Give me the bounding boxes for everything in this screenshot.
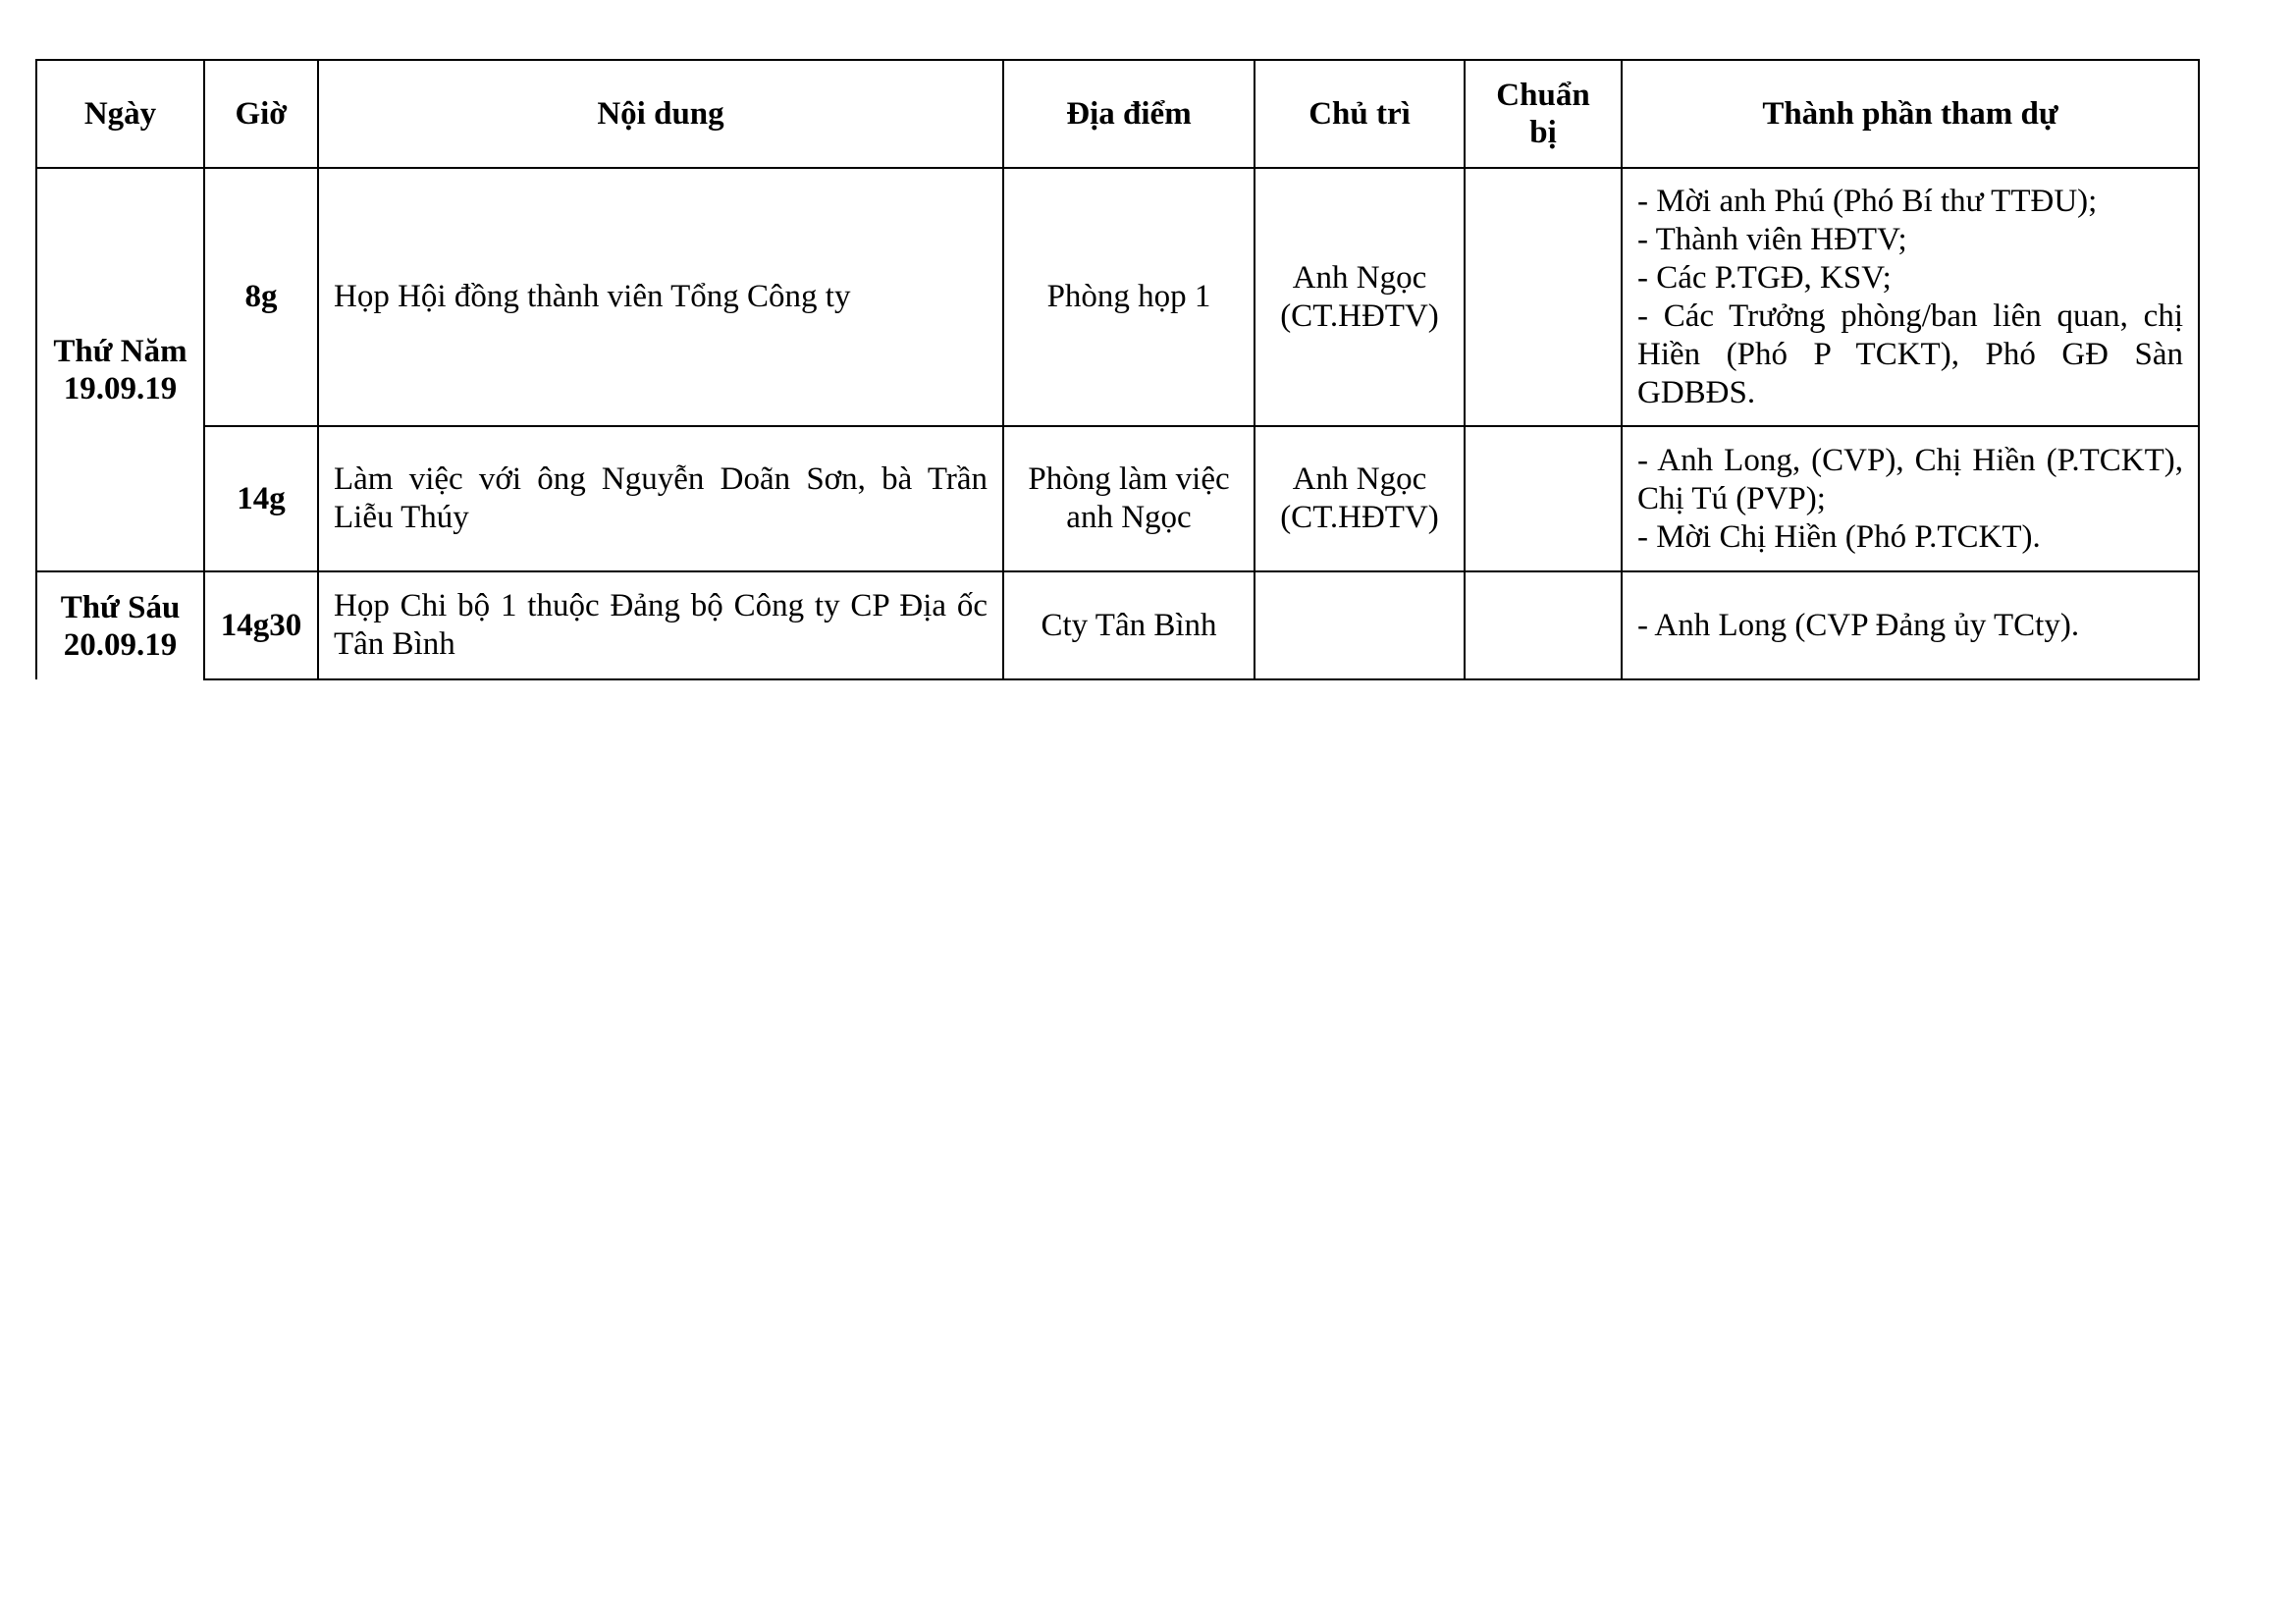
attendee-line: - Anh Long, (CVP), Chị Hiền (P.TCKT), Chị Tú (PVP);	[1637, 442, 2183, 516]
table-row	[36, 168, 2199, 426]
place-line: anh Ngọc	[1066, 500, 1192, 535]
day-cell-thursday	[36, 168, 204, 571]
chair-name: Anh Ngọc	[1292, 461, 1427, 497]
attendee-line: - Các Trưởng phòng/ban liên quan, chị Hiền (Phó P TCKT), Phó GĐ Sàn GDBĐS.	[1637, 298, 2183, 410]
place-line: Phòng làm việc	[1028, 461, 1230, 497]
attendee-line: - Anh Long (CVP Đảng ủy TCty).	[1637, 607, 2080, 643]
chair-cell	[1255, 571, 1465, 679]
place-cell: Cty Tân Bình	[1003, 571, 1255, 679]
chair-title: (CT.HĐTV)	[1280, 298, 1439, 334]
chair-cell	[1255, 426, 1465, 571]
attendee-line: - Thành viên HĐTV;	[1637, 221, 1907, 257]
chair-name: Anh Ngọc	[1292, 259, 1427, 296]
table-row	[36, 426, 2199, 571]
header-time: Giờ	[204, 60, 318, 168]
header-prep-line1: Chuẩn	[1496, 78, 1590, 113]
header-content: Nội dung	[318, 60, 1003, 168]
attendees-cell	[1622, 168, 2199, 426]
header-attendees: Thành phần tham dự	[1622, 60, 2199, 168]
content-cell: Họp Chi bộ 1 thuộc Đảng bộ Công ty CP Địa ốc Tân Bình	[318, 571, 1003, 679]
time-cell: 14g	[204, 426, 318, 571]
header-row	[36, 60, 2199, 168]
time-cell: 8g	[204, 168, 318, 426]
table-row	[36, 571, 2199, 679]
content-cell: Họp Hội đồng thành viên Tổng Công ty	[318, 168, 1003, 426]
attendee-line: - Mời anh Phú (Phó Bí thư TTĐU);	[1637, 183, 2098, 219]
schedule-table	[35, 59, 2200, 680]
place-cell	[1003, 426, 1255, 571]
header-chair: Chủ trì	[1255, 60, 1465, 168]
header-place: Địa điểm	[1003, 60, 1255, 168]
prep-cell	[1465, 168, 1622, 426]
header-day: Ngày	[36, 60, 204, 168]
content-cell: Làm việc với ông Nguyễn Doãn Sơn, bà Trần Liễu Thúy	[318, 426, 1003, 571]
day-name: Thứ Sáu	[60, 589, 181, 625]
attendee-line: - Các P.TGĐ, KSV;	[1637, 259, 1892, 296]
chair-cell	[1255, 168, 1465, 426]
time-cell: 14g30	[204, 571, 318, 679]
day-date: 19.09.19	[63, 370, 178, 406]
attendees-cell	[1622, 426, 2199, 571]
attendee-line: - Mời Chị Hiền (Phó P.TCKT).	[1637, 518, 2041, 555]
day-cell-friday	[36, 571, 204, 679]
attendees-cell	[1622, 571, 2199, 679]
header-prep	[1465, 60, 1622, 168]
day-date: 20.09.19	[63, 626, 178, 663]
prep-cell	[1465, 571, 1622, 679]
prep-cell	[1465, 426, 1622, 571]
chair-title: (CT.HĐTV)	[1280, 500, 1439, 535]
place-cell: Phòng họp 1	[1003, 168, 1255, 426]
header-prep-line2: bị	[1529, 115, 1557, 150]
day-name: Thứ Năm	[53, 333, 187, 369]
